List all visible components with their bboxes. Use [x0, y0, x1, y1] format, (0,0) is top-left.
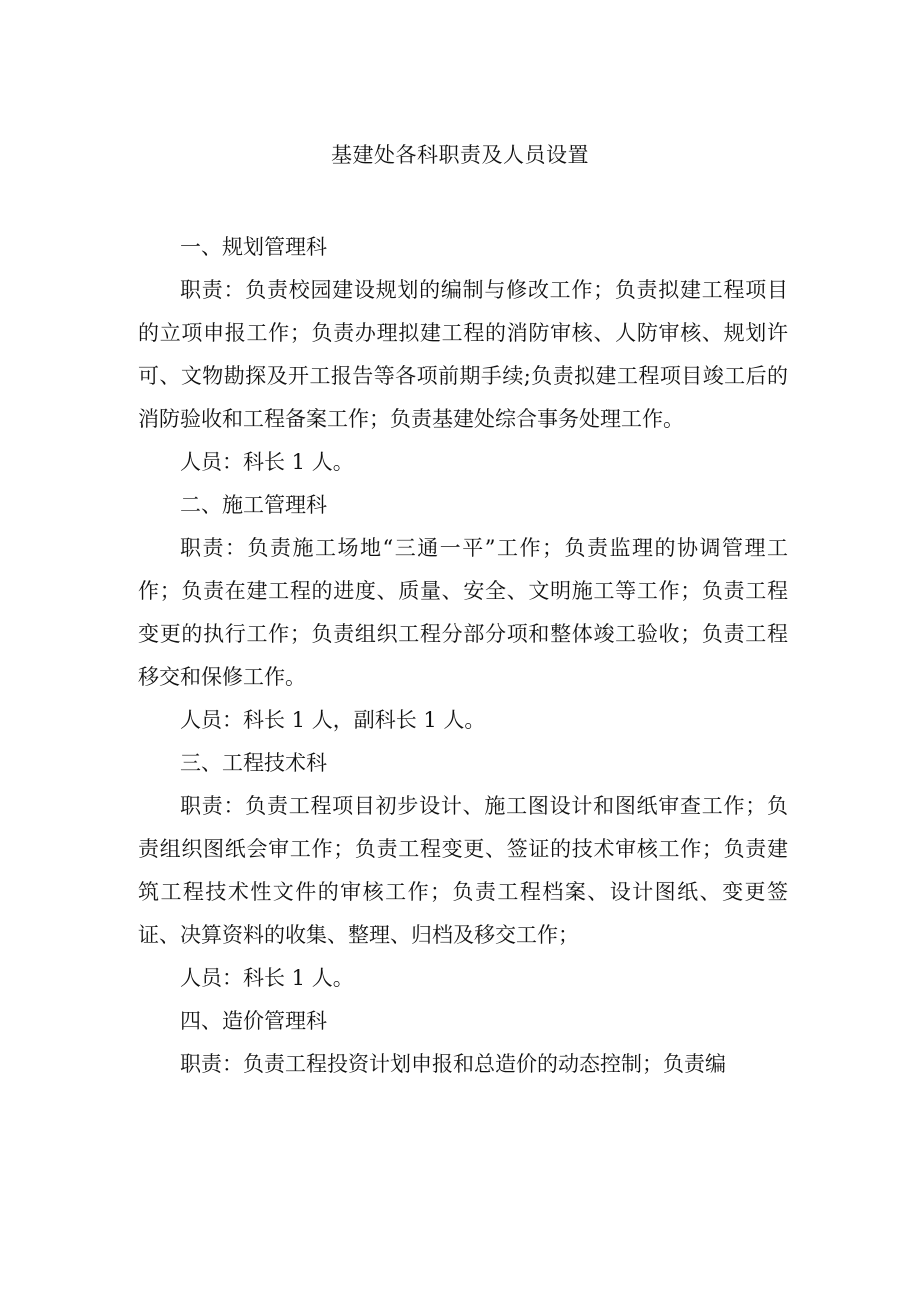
- section-heading: 四、造价管理科: [180, 1009, 327, 1033]
- section-heading: 一、规划管理科: [180, 235, 327, 259]
- section-planning: [138, 226, 788, 484]
- section-duties: 职责：负责施工场地“三通一平”工作；负责监理的协调管理工作；负责在建工程的进度、质量、安全、文明施工等工作；负责工程变更的执行工作；负责组织工程分部分项和整体竣工验收；负责工程移交和保修工作。: [138, 536, 788, 689]
- section-heading: 二、施工管理科: [180, 493, 327, 517]
- section-heading: 三、工程技术科: [180, 751, 327, 775]
- document-title: 基建处各科职责及人员设置: [331, 143, 589, 167]
- section-construction: [138, 484, 788, 742]
- section-duties: 职责：负责校园建设规划的编制与修改工作；负责拟建工程项目的立项申报工作；负责办理拟建工程的消防审核、人防审核、规划许可、文物勘探及开工报告等各项前期手续;负责拟建工程项目竣工后的消防验收和工程备案工作；负责基建处综合事务处理工作。: [138, 278, 788, 431]
- section-duties: 职责：负责工程投资计划申报和总造价的动态控制；负责编: [180, 1052, 726, 1076]
- section-duties: 职责：负责工程项目初步设计、施工图设计和图纸审查工作；负责组织图纸会审工作；负责工程变更、签证的技术审核工作；负责建筑工程技术性文件的审核工作；负责工程档案、设计图纸、变更签证、决算资料的收集、整理、归档及移交工作；: [138, 794, 788, 947]
- section-cost: [138, 1000, 788, 1086]
- section-engineering: [138, 742, 788, 1000]
- document-body: [138, 226, 788, 1086]
- section-staff: 人员：科长 1 人。: [180, 966, 354, 990]
- section-staff: 人员：科长 1 人，副科长 1 人。: [180, 708, 486, 732]
- section-staff: 人员：科长 1 人。: [180, 450, 354, 474]
